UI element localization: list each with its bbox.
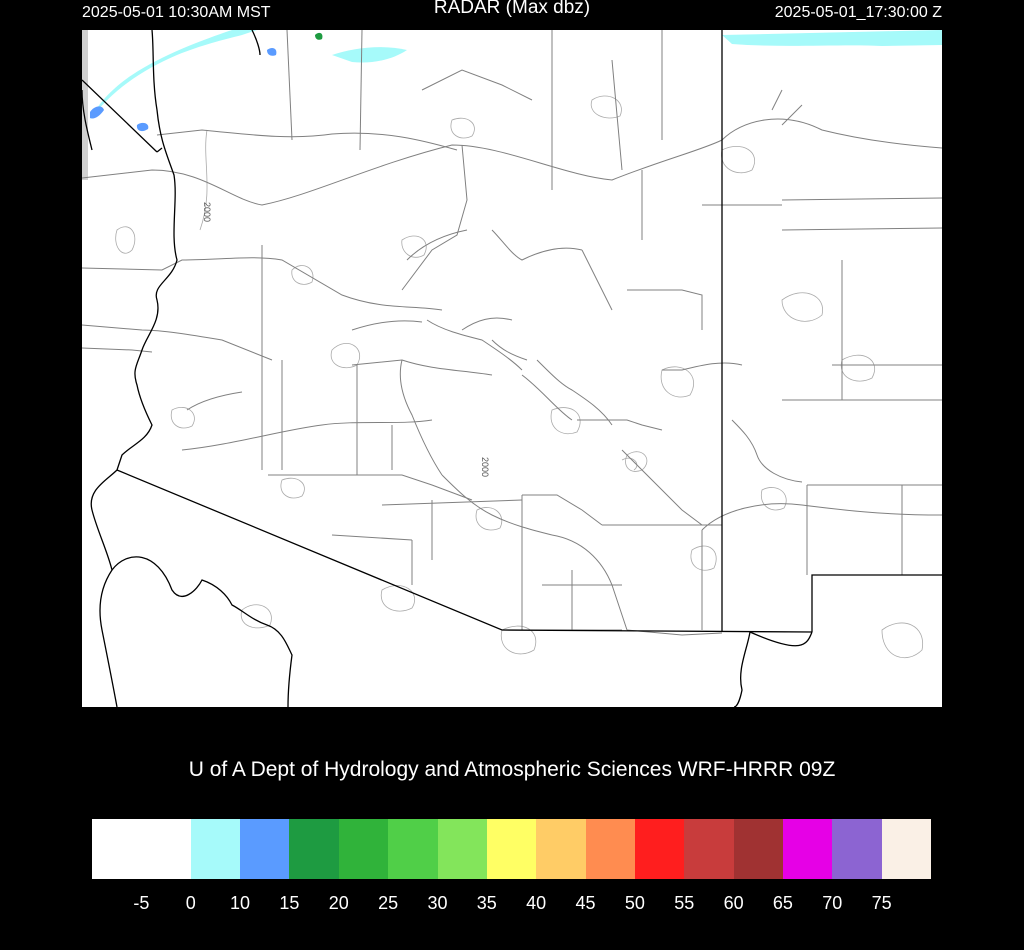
contour-label-central: 2000 — [480, 457, 490, 478]
colorbar-swatch — [289, 819, 338, 879]
colorbar-swatch — [191, 819, 240, 879]
colorbar-tick-label: 65 — [772, 893, 793, 913]
colorbar-swatch — [684, 819, 733, 879]
colorbar-swatch — [240, 819, 289, 879]
colorbar-swatch — [487, 819, 536, 879]
colorbar-swatch — [388, 819, 437, 879]
colorbar-swatch — [536, 819, 585, 879]
colorbar-swatch — [832, 819, 881, 879]
colorbar-tick-label: 30 — [427, 893, 448, 913]
colorbar-tick-label: 25 — [378, 893, 399, 913]
colorbar-tick-label: 55 — [674, 893, 695, 913]
colorbar-swatch — [339, 819, 388, 879]
colorbar-swatch — [783, 819, 832, 879]
contour-label-nw: 2000 — [202, 202, 212, 223]
colorbar-tick-label: 50 — [624, 893, 645, 913]
colorbar-tick-label: -5 — [133, 893, 150, 913]
valid-utc-time: 2025-05-01_17:30:00 Z — [774, 4, 942, 21]
colorbar-tick-label: 45 — [575, 893, 596, 913]
colorbar-tick-label: 35 — [476, 893, 497, 913]
valid-local-time: 2025-05-01 10:30AM MST — [82, 4, 271, 21]
colorbar-tick-label: 15 — [279, 893, 300, 913]
colorbar-swatch — [438, 819, 487, 879]
colorbar-tick-label: 40 — [526, 893, 547, 913]
colorbar-swatch — [141, 819, 190, 879]
colorbar-swatch — [586, 819, 635, 879]
map-background — [82, 30, 942, 707]
colorbar-tick-label: 60 — [723, 893, 744, 913]
model-credit: U of A Dept of Hydrology and Atmospheric Sciences WRF-HRRR 09Z — [188, 758, 836, 781]
colorbar-swatch — [92, 819, 141, 879]
colorbar-tick-label: 75 — [871, 893, 892, 913]
colorbar-swatch — [882, 819, 931, 879]
dbz-colorbar — [92, 819, 931, 879]
map-canvas — [82, 30, 942, 707]
colorbar-swatch — [734, 819, 783, 879]
colorbar-tick-label: 0 — [185, 893, 196, 913]
colorbar-swatch — [635, 819, 684, 879]
colorbar-tick-label: 70 — [822, 893, 843, 913]
colorbar-tick-label: 10 — [230, 893, 251, 913]
colorbar-tick-label: 20 — [328, 893, 349, 913]
radar-map — [82, 30, 942, 707]
colorbar-ticks — [92, 893, 931, 917]
product-title: RADAR (Max dbz) — [433, 0, 591, 18]
